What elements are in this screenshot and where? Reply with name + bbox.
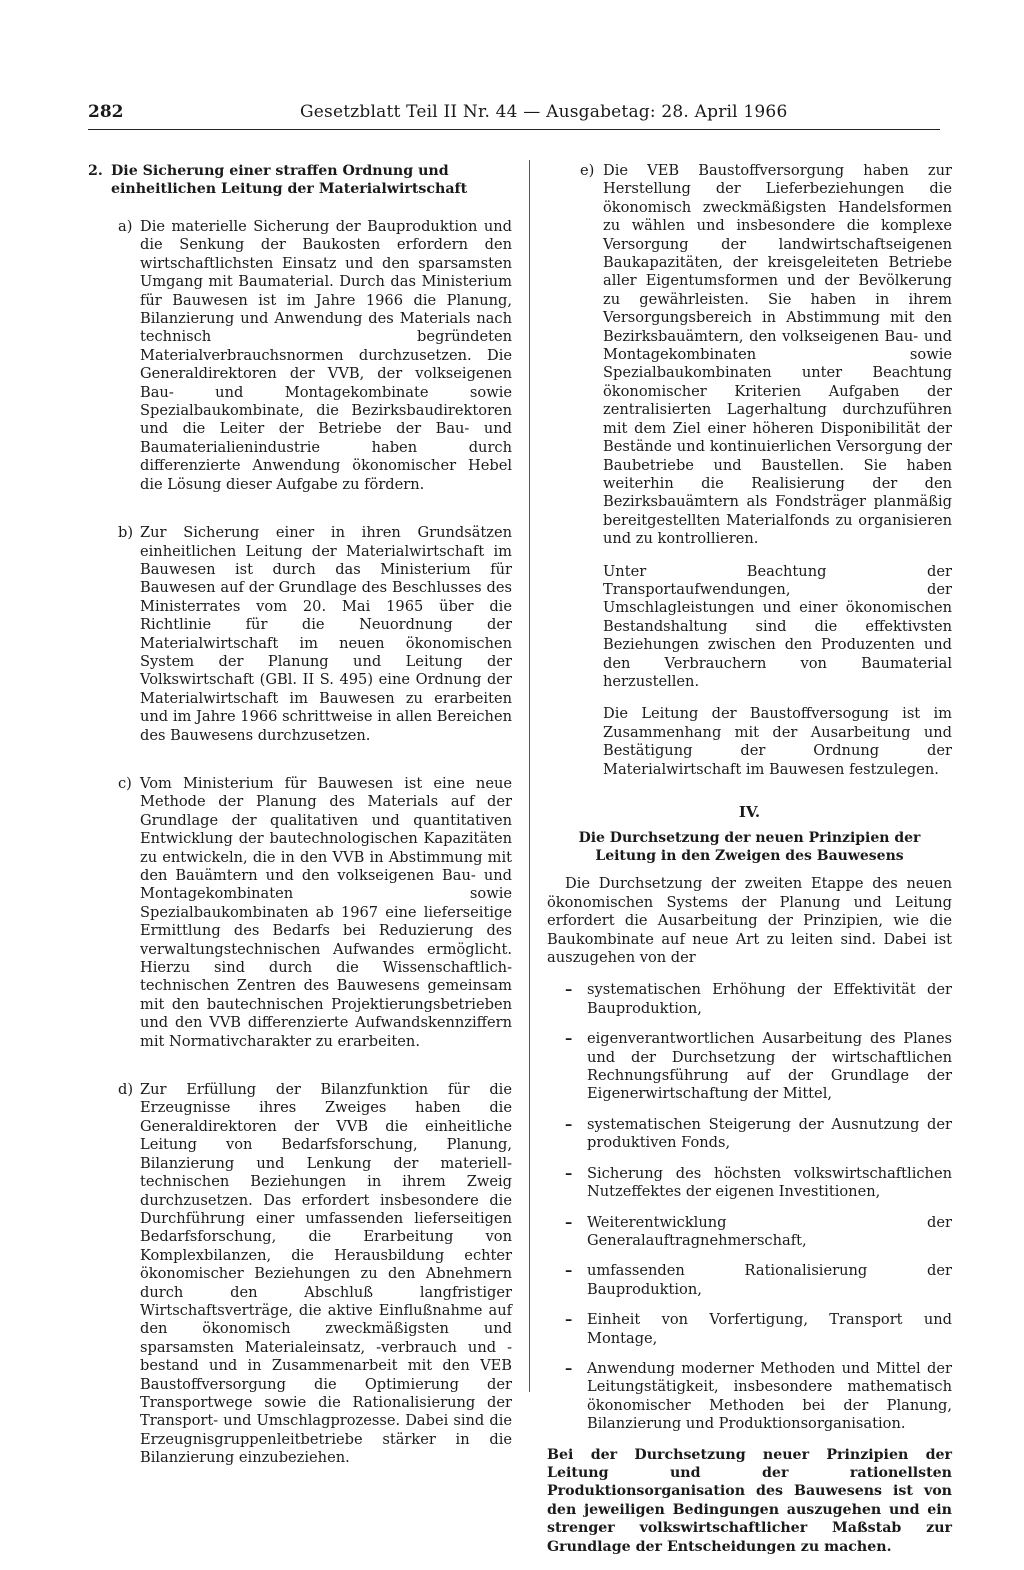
intro-paragraph: Die Durchsetzung der zweiten Etappe des neuen ökonomischen Systems der Planung und Leitung erfordert die Ausarbeitung der Prinzipien, wie die Baukombinate auf neue Art zu leiten sind. Dabei ist auszugehen von der [547, 875, 952, 967]
item-d [88, 1081, 512, 1468]
item-b [88, 524, 512, 745]
column-divider [529, 160, 530, 1392]
dash-bullet: – [565, 1164, 573, 1182]
section-title-iv: Die Durchsetzung der neuen Prinzipien der Leitung in den Zweigen des Bauwesens [578, 830, 921, 865]
list-item [547, 1360, 952, 1434]
paragraph-leitung: Die Leitung der Baustoffversogung ist im Zusammenhang mit der Ausarbeitung und Bestätigung der Ordnung der Materialwirtschaft im Bauwesen festzulegen. [603, 705, 952, 778]
section-number-iv: IV. [738, 803, 761, 821]
item-label: c) [118, 774, 132, 792]
left-column [88, 162, 512, 1489]
list-item [547, 1214, 952, 1251]
list-item [547, 1311, 952, 1348]
dash-bullet: – [565, 1262, 573, 1280]
item-text: Die VEB Baustoffversorgung haben zur Herstellung der Lieferbeziehungen die ökonomisch zweckmäßigsten Handelsformen zu wählen und insbesondere die komplexe Versorgung der landwirtschaftseigenen Baukapazitäten, der kreisgeleiteten Betriebe aller Eigentumsformen und der Bevölkerung zu gewährleisten. Sie haben in ihrem Versorgungsbereich in Abstimmung mit den Bezirksbauämtern, den volkseigenen Bau- und Montagekombinaten sowie Spezialbaukombinaten unter Beachtung ökonomischer Kriterien Aufgaben der zentralisierten Lagerhaltung durchzuführen mit dem Ziel einer höheren Disponibilität der Bestände und kontinuierlichen Versorgung der Baubetriebe und Baustellen. Sie haben weiterhin die Realisierung der den Bezirksbauämtern als Fondsträger planmäßig bereitgestellten Materialfonds zu organisieren und zu kontrollieren. [603, 162, 952, 548]
list-item-text: eigenverantwortlichen Ausarbeitung des Planes und der Durchsetzung der wirtschaftlichen Rechnungsführung auf der Grundlage der Eigenerwirtschaftung der Mittel, [587, 1030, 952, 1103]
item-label: e) [580, 162, 595, 179]
item-e [547, 162, 952, 549]
item-label: d) [118, 1081, 134, 1099]
section-title: Die Sicherung einer straffen Ordnung und einheitlichen Leitung der Materialwirtschaft [111, 163, 468, 197]
list-item-text: systematischen Steigerung der Ausnutzung der produktiven Fonds, [587, 1115, 952, 1152]
item-label: a) [118, 218, 133, 235]
list-item [547, 1165, 952, 1202]
dash-bullet: – [565, 1213, 573, 1231]
section-heading-2 [88, 162, 512, 198]
list-item [547, 1030, 952, 1104]
item-text: Die materielle Sicherung der Bauproduktion und die Senkung der Baukosten erfordern den wirtschaftlichsten Einsatz und den sparsamsten Umgang mit Baumaterial. Durch das Ministerium für Bauwesen ist im Jahre 1966 die Planung, Bilanzierung und Anwendung des Materials nach technisch begründeten Materialverbrauchsnormen durchzusetzen. Die Generaldirektoren der VVB, der volkseigenen Bau- und Montagekombinate sowie Spezialbaukombinate, die Bezirksbaudirektoren und die Leiter der Betriebe der Bau- und Baumaterialienindustrie haben durch differenzierte Anwendung ökonomischer Hebel die Lösung dieser Aufgabe zu fördern. [140, 218, 512, 493]
list-item-text: Anwendung moderner Methoden und Mittel der Leitungstätigkeit, insbesondere mathematisch ökonomischer Methoden bei der Planung, Bilanzierung und Produktionsorganisation. [587, 1359, 952, 1433]
dash-bullet: – [565, 1115, 573, 1133]
list-item-text: systematischen Erhöhung der Effektivität der Bauproduktion, [587, 981, 952, 1017]
page-number: 282 [88, 102, 124, 122]
dash-bullet: – [565, 1311, 573, 1329]
dash-bullet: – [565, 1359, 573, 1377]
list-item-text: Einheit von Vorfertigung, Transport und Montage, [587, 1311, 952, 1347]
list-item [547, 1262, 952, 1299]
item-text: Vom Ministerium für Bauwesen ist eine neue Methode der Planung des Materials auf der Grundlage der qualitativen und quantitativen Entwicklung der bautechnologischen Kapazitäten zu entwickeln, die in den VVB in Abstimmung mit den Bauämtern und den volkseigenen Bau- und Montagekombinaten sowie Spezialbaukombinaten ab 1967 eine lieferseitige Ermittlung des Bedarfs bei Reduzierung des verwaltungstechnischen Aufwandes ermöglicht. Hierzu sind durch die Wissenschaftlich-technischen Zentren des Bauwesens gemeinsam mit den bautechnischen Projektierungsbetrieben und den VVB differenzierte Aufwandskennziffern mit Normativcharakter zu erarbeiten. [140, 774, 512, 1050]
right-column [547, 162, 952, 1570]
running-title: Gesetzblatt Teil II Nr. 44 — Ausgabetag: 28. April 1966 [300, 102, 788, 122]
closing-paragraph: Bei der Durchsetzung neuer Prinzipien der Leitung und der rationellsten Produktionsorganisation des Bauwesens ist von den jeweiligen Bedingungen auszugehen und ein strenger volkswirtschaftlicher Maßstab zur Grundlage der Entscheidungen zu machen. [547, 1446, 952, 1555]
dash-bullet: – [565, 981, 573, 999]
item-a [88, 218, 512, 494]
section-number: 2. [88, 163, 103, 179]
paragraph-transport: Unter Beachtung der Transportaufwendungen, der Umschlagleistungen und einer ökonomischen Bestandshaltung sind die effektivsten Beziehungen zwischen den Produzenten und den Verbrauchern von Baumaterial herzustellen. [603, 562, 952, 690]
list-item [547, 981, 952, 1018]
list-item [547, 1116, 952, 1153]
item-label: b) [118, 524, 134, 542]
list-item-text: Weiterentwicklung der Generalauftragnehmerschaft, [587, 1213, 952, 1249]
item-text: Zur Erfüllung der Bilanzfunktion für die Erzeugnisse ihres Zweiges haben die Generaldirektoren der VVB die einheitliche Leitung von Bedarfsforschung, Planung, Bilanzierung und Lenkung der materiell-technischen Beziehungen in ihrem Zweig durchzusetzen. Das erfordert insbesondere die Durchführung einer umfassenden lieferseitigen Bedarfsforschung, die Erarbeitung von Komplexbilanzen, die Herausbildung echter ökonomischer Beziehungen zu den Abnehmern durch den Abschluß langfristiger Wirtschaftsverträge, die aktive Einflußnahme auf den ökonomisch zweckmäßigsten und sparsamsten Materialeinsatz, -verbrauch und -bestand und in Zusammenarbeit mit den VEB Baustoffversorgung die Optimierung der Transportwege sowie die Rationalisierung der Transport- und Umschlagprozesse. Dabei sind die Erzeugnisgruppenleitbetriebe stärker in die Bilanzierung einzubeziehen. [140, 1081, 512, 1467]
page-header [88, 102, 940, 130]
header-rule [88, 129, 940, 130]
dash-bullet: – [565, 1030, 573, 1048]
principles-list [547, 981, 952, 1433]
list-item-text: Sicherung des höchsten volkswirtschaftlichen Nutzeffektes der eigenen Investitionen, [587, 1164, 952, 1201]
item-text: Zur Sicherung einer in ihren Grundsätzen einheitlichen Leitung der Materialwirtschaft im Bauwesen ist durch das Ministerium für Bauwesen auf der Grundlage des Beschlusses des Ministerrates vom 20. Mai 1965 über die Richtlinie für die Neuordnung der Materialwirtschaft im neuen ökonomischen System der Planung und Leitung der Volkswirtschaft (GBl. II S. 495) eine Ordnung der Materialwirtschaft im Bauwesen zu erarbeiten und im Jahre 1966 schrittweise in allen Bereichen des Bauwesens durchzusetzen. [140, 524, 512, 744]
item-c [88, 775, 512, 1051]
list-item-text: umfassenden Rationalisierung der Bauproduktion, [587, 1262, 952, 1298]
